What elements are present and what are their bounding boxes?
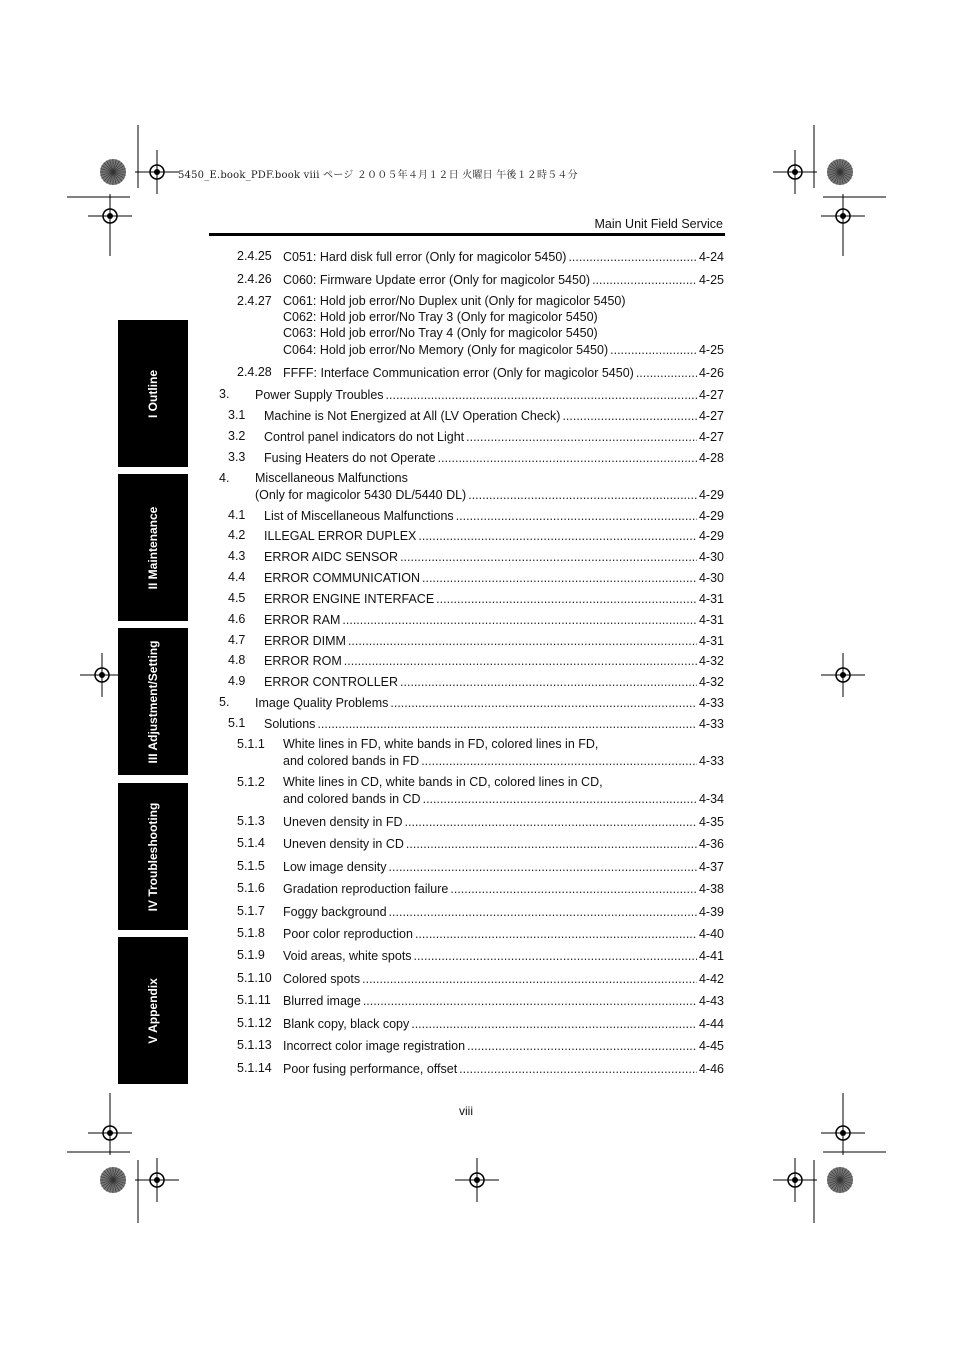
toc-entry-title: ERROR CONTROLLER <box>264 675 399 689</box>
toc-entry-page: 4-27 <box>698 430 724 444</box>
toc-entry-title: Gradation reproduction failure <box>283 882 449 896</box>
toc-entry-title: Image Quality Problems <box>255 696 389 710</box>
toc-entry-number: 4.5 <box>228 591 246 605</box>
toc-entry-title: Colored spots <box>283 972 361 986</box>
toc-entry-page: 4-27 <box>698 388 724 402</box>
toc-entry-page: 4-36 <box>698 837 724 851</box>
toc-entry-page: 4-45 <box>698 1039 724 1053</box>
toc-entry-title: Control panel indicators do not Light <box>264 430 465 444</box>
toc-entry-page: 4-29 <box>698 509 724 523</box>
toc-entry-page: 4-38 <box>698 882 724 896</box>
registration-mark <box>821 653 865 697</box>
toc-entry-number: 5.1.9 <box>237 948 265 962</box>
toc-entry-title-line[interactable]: White lines in CD, white bands in CD, colored lines in CD, <box>283 775 603 789</box>
toc-entry-number: 4.9 <box>228 674 246 688</box>
registration-mark <box>88 194 132 238</box>
toc-entry-number: 5.1.12 <box>237 1016 272 1030</box>
toc-entry-number: 4.2 <box>228 528 246 542</box>
toc-entry-title: Uneven density in CD <box>283 837 404 851</box>
toc-entry-number: 5.1.1 <box>237 737 265 751</box>
toc-entry-page: 4-26 <box>698 366 724 380</box>
toc-entry-title: Power Supply Troubles <box>255 388 384 402</box>
toc-entry-title: Blurred image <box>283 994 361 1008</box>
toc-entry-number: 2.4.28 <box>237 365 272 379</box>
tab-label: I Outline <box>146 369 160 418</box>
toc-entry-number: 4.7 <box>228 633 246 647</box>
toc-entry-title: C060: Firmware Update error (Only for magicolor 5450) <box>283 273 591 287</box>
color-bar-rosette <box>100 1167 126 1193</box>
toc-entry-number: 2.4.27 <box>237 294 272 308</box>
toc-entry-page: 4-33 <box>698 754 724 768</box>
toc-entry-number: 4. <box>219 471 230 485</box>
toc-entry-page: 4-31 <box>698 634 724 648</box>
toc-entry-title: Foggy background <box>283 905 387 919</box>
toc-entry-number: 5.1.5 <box>237 859 265 873</box>
toc-entry-title: Poor color reproduction <box>283 927 413 941</box>
toc-entry-title: ERROR ENGINE INTERFACE <box>264 592 435 606</box>
toc-entry-title: ERROR RAM <box>264 613 341 627</box>
tab-label: II Maintenance <box>146 506 160 589</box>
toc-entry-title: ERROR COMMUNICATION <box>264 571 421 585</box>
toc-entry-page: 4-41 <box>698 949 724 963</box>
toc-entry-page: 4-44 <box>698 1017 724 1031</box>
toc-entry-title-line[interactable]: C061: Hold job error/No Duplex unit (Only for magicolor 5450) <box>283 294 626 308</box>
registration-mark <box>135 150 179 194</box>
toc-entry-title: FFFF: Interface Communication error (Only for magicolor 5450) <box>283 366 634 380</box>
toc-entry-title: Solutions <box>264 717 316 731</box>
print-slug: 5450_E.book_PDF.book viii ページ ２００５年４月１２日 火曜日 午後１２時５４分 <box>178 170 578 181</box>
toc-entry-title-line[interactable]: C062: Hold job error/No Tray 3 (Only for magicolor 5450) <box>283 310 598 324</box>
toc-entry-number: 5.1.8 <box>237 926 265 940</box>
toc-entry-number: 3.2 <box>228 429 246 443</box>
toc-entry-page: 4-29 <box>698 488 724 502</box>
toc-entry-number: 4.1 <box>228 508 246 522</box>
toc-entry-page: 4-32 <box>698 654 724 668</box>
toc-entry-title: ILLEGAL ERROR DUPLEX <box>264 529 417 543</box>
toc-entry-page: 4-35 <box>698 815 724 829</box>
toc-entry-page: 4-28 <box>698 451 724 465</box>
toc-entry-number: 5.1.13 <box>237 1038 272 1052</box>
toc-entry-page: 4-39 <box>698 905 724 919</box>
toc-entry-title: C064: Hold job error/No Memory (Only for magicolor 5450) <box>283 343 609 357</box>
toc-entry-page: 4-30 <box>698 550 724 564</box>
toc-entry-title: (Only for magicolor 5430 DL/5440 DL) <box>255 488 467 502</box>
toc-entry-page: 4-34 <box>698 792 724 806</box>
toc-entry-title: Low image density <box>283 860 387 874</box>
page-number: viii <box>459 1104 473 1118</box>
toc-entry-page: 4-40 <box>698 927 724 941</box>
toc-entry-number: 5.1.11 <box>237 993 271 1007</box>
toc-entry-title: Uneven density in FD <box>283 815 403 829</box>
tab-label: III Adjustment/Setting <box>146 640 160 763</box>
toc-entry-title: C051: Hard disk full error (Only for magicolor 5450) <box>283 250 567 264</box>
color-bar-rosette <box>827 1167 853 1193</box>
toc-entry-page: 4-24 <box>698 250 724 264</box>
toc-entry-page: 4-33 <box>698 696 724 710</box>
toc-entry-title: Void areas, white spots <box>283 949 412 963</box>
toc-entry-title: Machine is Not Energized at All (LV Operation Check) <box>264 409 561 423</box>
toc-entry-title: List of Miscellaneous Malfunctions <box>264 509 454 523</box>
toc-entry-page: 4-25 <box>698 343 724 357</box>
toc-entry-page: 4-30 <box>698 571 724 585</box>
toc-entry-number: 5.1.2 <box>237 775 265 789</box>
registration-mark <box>773 1158 817 1202</box>
registration-mark <box>80 653 124 697</box>
toc-entry-number: 3.3 <box>228 450 246 464</box>
color-bar-rosette <box>100 159 126 185</box>
toc-entry-number: 2.4.26 <box>237 272 272 286</box>
toc-entry-title: Blank copy, black copy <box>283 1017 410 1031</box>
toc-entry-title: and colored bands in CD <box>283 792 421 806</box>
toc-entry-title: ERROR AIDC SENSOR <box>264 550 399 564</box>
registration-mark <box>135 1158 179 1202</box>
toc-entry-title-line[interactable]: C063: Hold job error/No Tray 4 (Only for magicolor 5450) <box>283 326 598 340</box>
color-bar-rosette <box>827 159 853 185</box>
registration-mark <box>773 150 817 194</box>
toc-entry-number: 4.6 <box>228 612 246 626</box>
toc-entry-title: Incorrect color image registration <box>283 1039 466 1053</box>
registration-mark <box>821 194 865 238</box>
tab-label: V Appendix <box>146 977 160 1044</box>
toc-entry-page: 4-31 <box>698 592 724 606</box>
toc-entry-title: and colored bands in FD <box>283 754 420 768</box>
toc-entry-number: 5.1.6 <box>237 881 265 895</box>
toc-entry-page: 4-25 <box>698 273 724 287</box>
tab-label: IV Troubleshooting <box>146 802 160 911</box>
toc-entry-page: 4-33 <box>698 717 724 731</box>
toc-entry-title: ERROR ROM <box>264 654 342 668</box>
toc-entry-page: 4-32 <box>698 675 724 689</box>
toc-entry-page: 4-37 <box>698 860 724 874</box>
toc-entry-number: 2.4.25 <box>237 249 272 263</box>
registration-mark <box>821 1111 865 1155</box>
toc-entry-title: Fusing Heaters do not Operate <box>264 451 436 465</box>
toc-entry-number: 3.1 <box>228 408 246 422</box>
toc-entry-page: 4-46 <box>698 1062 724 1076</box>
toc-entry-page: 4-27 <box>698 409 724 423</box>
running-head: Main Unit Field Service <box>594 217 723 231</box>
registration-mark <box>455 1158 499 1202</box>
toc-entry-number: 5.1 <box>228 716 246 730</box>
toc-entry-title: Poor fusing performance, offset <box>283 1062 458 1076</box>
toc-entry-title-line[interactable]: White lines in FD, white bands in FD, colored lines in FD, <box>283 737 599 751</box>
toc-entry-number: 5. <box>219 695 230 709</box>
toc-entry-number: 3. <box>219 387 230 401</box>
toc-entry-number: 5.1.3 <box>237 814 265 828</box>
toc-entry-number: 4.4 <box>228 570 246 584</box>
toc-entry-number: 4.8 <box>228 653 246 667</box>
toc-entry-number: 5.1.10 <box>237 971 272 985</box>
toc-entry-number: 5.1.4 <box>237 836 265 850</box>
toc-entry-page: 4-43 <box>698 994 724 1008</box>
toc-entry-page: 4-29 <box>698 529 724 543</box>
toc-entry-page: 4-31 <box>698 613 724 627</box>
toc-entry-page: 4-42 <box>698 972 724 986</box>
toc-entry-number: 5.1.14 <box>237 1061 272 1075</box>
toc-entry-title: ERROR DIMM <box>264 634 346 648</box>
toc-entry-number: 4.3 <box>228 549 246 563</box>
toc-entry-title-line[interactable]: Miscellaneous Malfunctions <box>255 471 408 485</box>
registration-mark <box>88 1111 132 1155</box>
toc-entry-number: 5.1.7 <box>237 904 265 918</box>
